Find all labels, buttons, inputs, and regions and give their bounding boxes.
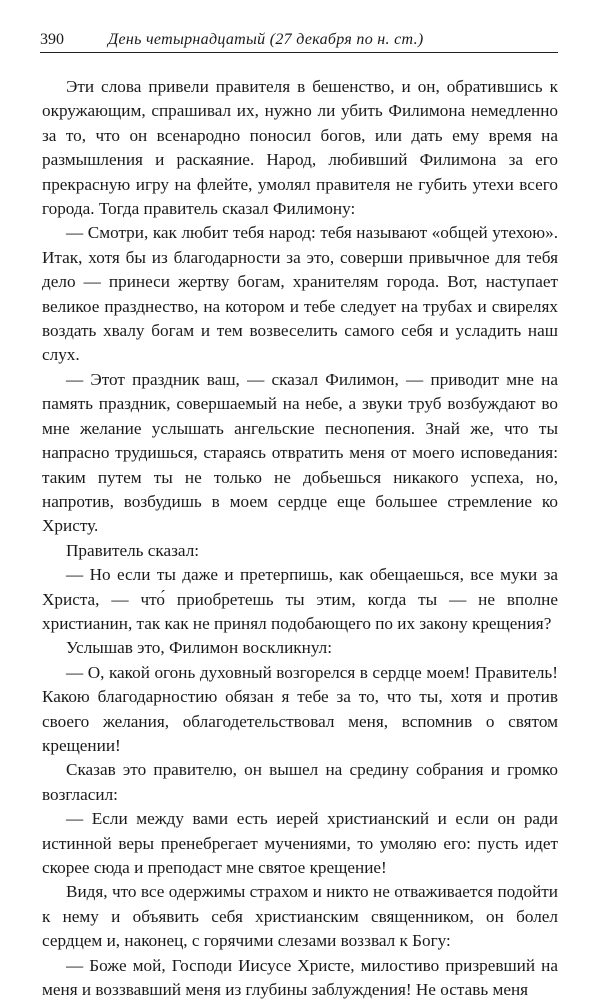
- text-body: [42, 75, 558, 1002]
- paragraph: — Если между вами есть иерей христианский и если он ради истинной веры пренебрегает мучениями, то умоляю его: пусть идет скорее сюда и преподаст мне святое крещение!: [42, 809, 558, 877]
- paragraph: — Но если ты даже и претерпишь, как обещаешься, все муки за Христа, — что́ приобретешь ты этим, когда ты — не вполне христианин, так как не принял подобающего по их закону крещения?: [42, 565, 558, 633]
- paragraph: — О, какой огонь духовный возгорелся в сердце моем! Правитель! Какою благодарностию обязан я тебе за то, что ты, хотя и против своего желания, облагодетельствовал меня, вспомнив о святом крещении!: [42, 662, 558, 755]
- paragraph: Видя, что все одержимы страхом и никто не отваживается подойти к нему и объявить себя христианским священником, он болел сердцем и, наконец, с горячими слезами воззвал к Богу:: [42, 882, 558, 951]
- paragraph: Услышав это, Филимон воскликнул:: [66, 638, 333, 658]
- paragraph: — Смотри, как любит тебя народ: тебя называют «общей утехою». Итак, хотя бы из благодарности за это, соверши привычное для тебя дело — принеси жертву богам, хранителям города. Вот, наступает великое празднество, на котором и тебе следует на трубах и свирелях воздать хвалу богам и тем возвеселить самого себя и усладить наш слух.: [42, 223, 558, 365]
- running-head: [40, 30, 558, 53]
- running-title: День четырнадцатый (27 декабря по н. ст.): [108, 31, 424, 48]
- paragraph: Правитель сказал:: [66, 540, 200, 560]
- page-number: 390: [40, 31, 64, 48]
- paragraph: — Этот праздник ваш, — сказал Филимон, — приводит мне на память праздник, совершаемый на небе, а звуки труб возбуждают во мне желание услышать ангельские песнопения. Знай же, что ты напрасно трудишься, стараясь отвратить меня от моего исповедания: таким путем ты не только не добьешься никакого успеха, но, напротив, возбудишь в моем сердце еще большее стремление ко Христу.: [42, 369, 558, 536]
- paragraph: Сказав это правителю, он вышел на средину собрания и громко возгласил:: [42, 760, 558, 804]
- book-page: [42, 30, 558, 1002]
- paragraph: — Боже мой, Господи Иисусе Христе, милостиво призревший на меня и воззвавший меня из глубины заблуждения! Не оставь меня: [42, 955, 558, 1000]
- paragraph: Эти слова привели правителя в бешенство, и он, обратившись к окружающим, спрашивал их, нужно ли убить Филимона немедленно за то, что он всенародно поносил богов, или дать ему время на размышления и раскаяние. Народ, любивший Филимона за его прекрасную игру на флейте, умолял правителя не губить утехи всего города. Тогда правитель сказал Филимону:: [42, 77, 558, 219]
